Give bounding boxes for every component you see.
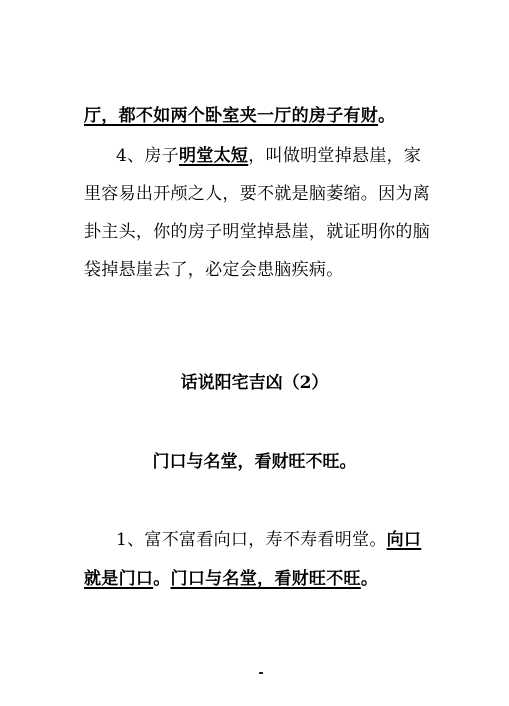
underlined-text: 就是门口 [84,569,154,589]
item-prefix: 4、房子 [116,146,180,166]
page-footer-mark [259,672,263,674]
section-title: 话说阳宅吉凶（2） [180,373,329,393]
emphasis-text: 明堂太短 [179,146,249,166]
paragraph-4-line-3: 卦主头，你的房子明堂掉悬崖，就证明你的脑 [84,222,430,242]
section-subtitle: 门口与名堂，看财旺不旺。 [152,452,357,472]
line-plain: 1、富不富看向口，寿不寿看明堂。 [116,530,387,550]
sentence-end: 。 [378,106,396,126]
paragraph-4-line-4: 袋掉悬崖去了，必定会患脑疾病。 [84,260,344,280]
separator: 。 [153,569,171,589]
line-rest: ，叫做明堂掉悬崖，家 [248,146,422,166]
paragraph-1-line-1 [116,528,421,552]
paragraph-continuation [84,104,395,128]
underlined-text: 厅，都不如两个卧室夹一厅的房子有财 [84,106,379,126]
paragraph-4-line-1 [116,144,421,168]
paragraph-4-line-2: 里容易出开颅之人，要不就是脑萎缩。因为离 [84,184,430,204]
underlined-text: 门口与名堂，看财旺不旺 [170,569,361,589]
emphasis-text: 向口 [386,530,422,550]
paragraph-1-line-2 [84,567,378,591]
sentence-end: 。 [360,569,379,589]
